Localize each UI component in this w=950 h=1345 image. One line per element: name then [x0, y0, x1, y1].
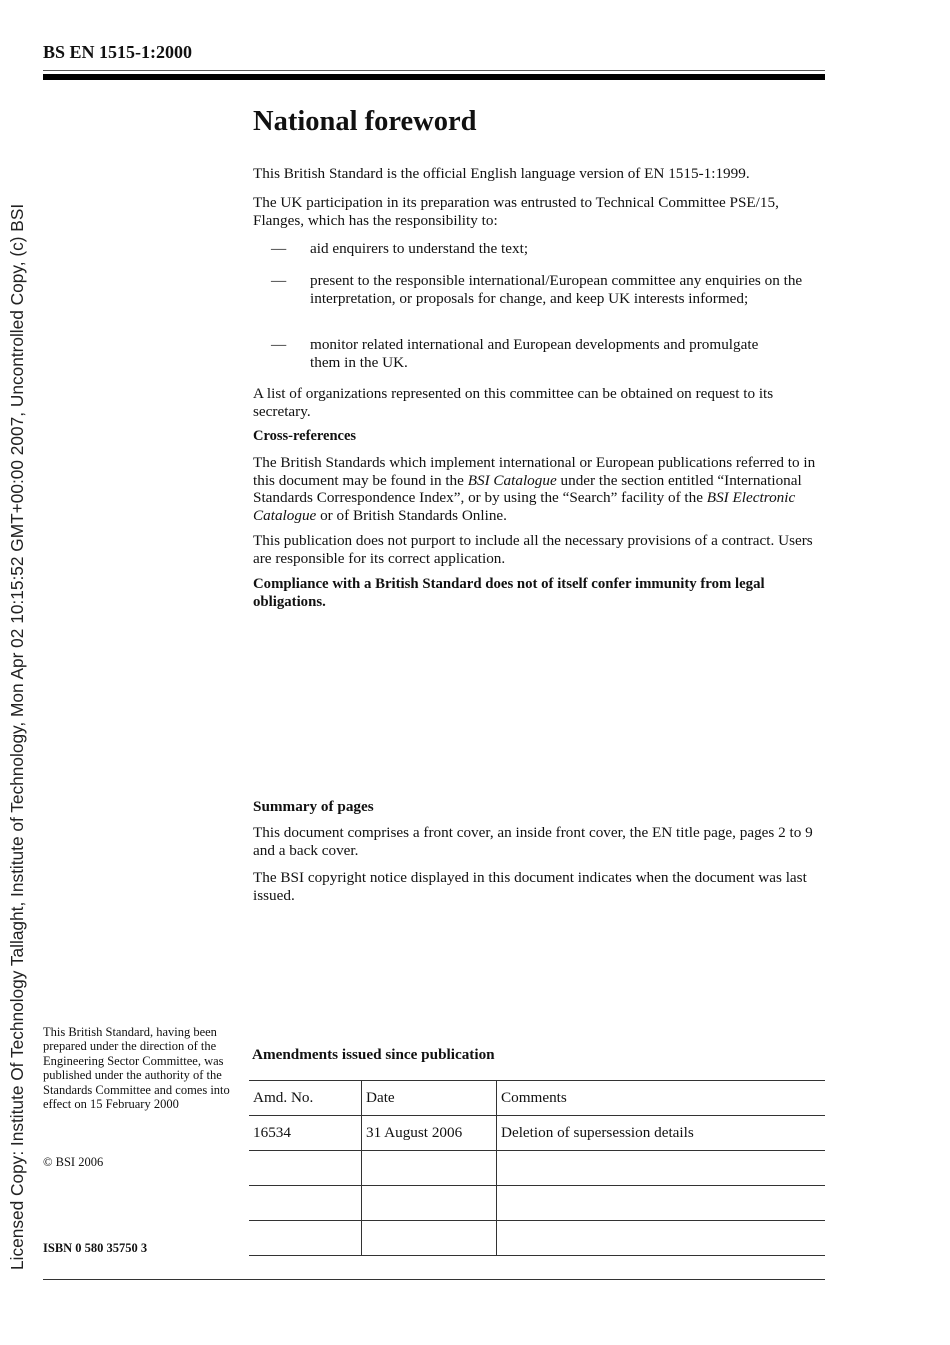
paragraph — [253, 454, 828, 524]
section-heading: Cross-references — [253, 428, 357, 444]
cell: 31 August 2006 — [362, 1116, 497, 1151]
text: The British Standards which implement international or European publications referred to in this document may be found in the — [253, 454, 816, 489]
header-rule-thin — [43, 70, 825, 71]
document-number: BS EN 1515-1:2000 — [43, 42, 193, 62]
text: under the section entitled “International Standards Correspondence Index”, or by using the “Search” facility of the — [253, 471, 802, 506]
list-text: monitor related international and European developments and promulgate them in the UK. — [310, 336, 759, 371]
catalogue-title: BSI Catalogue — [467, 471, 557, 489]
column-header: Amd. No. — [249, 1081, 362, 1116]
text: or of British Standards Online. — [316, 506, 507, 524]
table-row — [249, 1186, 825, 1221]
paragraph: This publication does not purport to include all the necessary provisions of a contract. Users are responsible for its correct application. — [253, 532, 813, 567]
paragraph: This document comprises a front cover, an inside front cover, the EN title page, pages 2 to 9 and a back cover. — [253, 824, 813, 859]
dash: — — [271, 240, 287, 257]
cell: 16534 — [249, 1116, 362, 1151]
dash: — — [271, 336, 287, 353]
table-row — [249, 1151, 825, 1186]
list-text: present to the responsible international/European committee any enquiries on the interpretation, or proposals for change, and keep UK interests informed; — [310, 272, 803, 307]
amendments-heading: Amendments issued since publication — [252, 1046, 495, 1063]
dash: — — [271, 272, 287, 289]
cell — [249, 1186, 362, 1221]
cell: Deletion of supersession details — [497, 1116, 826, 1151]
table-row — [249, 1116, 825, 1151]
cell — [249, 1221, 362, 1256]
cell — [249, 1151, 362, 1186]
cell — [362, 1221, 497, 1256]
list-item — [253, 336, 828, 371]
column-header: Date — [362, 1081, 497, 1116]
paragraph: The BSI copyright notice displayed in this document indicates when the document was last issued. — [253, 869, 807, 904]
paragraph: This British Standard is the official English language version of EN 1515-1:1999. — [253, 165, 750, 182]
paragraph: The UK participation in its preparation was entrusted to Technical Committee PSE/15, Flanges, which has the responsibility to: — [253, 194, 779, 229]
list-text: aid enquirers to understand the text; — [310, 240, 529, 257]
amendments-table — [249, 1080, 825, 1256]
copyright: © BSI 2006 — [43, 1155, 104, 1169]
publication-note: This British Standard, having been prepared under the direction of the Engineering Sector Committee, was published under the authority of the Standards Committee and comes into effect on 15 February 2000 — [43, 1025, 230, 1112]
footer-rule — [43, 1279, 825, 1280]
page-title: National foreword — [253, 106, 477, 137]
section-heading: Summary of pages — [253, 798, 374, 815]
header-rule-thick — [43, 74, 825, 80]
paragraph: Compliance with a British Standard does not of itself confer immunity from legal obligations. — [253, 576, 765, 610]
table-row — [249, 1221, 825, 1256]
cell — [497, 1151, 826, 1186]
cell — [497, 1186, 826, 1221]
catalogue-title: BSI Electronic Catalogue — [253, 489, 796, 524]
list-item — [253, 272, 828, 307]
list-item — [253, 240, 828, 258]
isbn: ISBN 0 580 35750 3 — [43, 1241, 148, 1255]
cell — [497, 1221, 826, 1256]
paragraph: A list of organizations represented on this committee can be obtained on request to its secretary. — [253, 385, 774, 420]
license-watermark: Licensed Copy: Institute Of Technology Tallaght, Institute of Technology, Mon Apr 02 10:15:52 GMT+00:00 2007, Uncontrolled Copy, (c) BSI — [7, 203, 27, 1270]
cell — [362, 1151, 497, 1186]
table-header-row — [249, 1081, 825, 1116]
cell — [362, 1186, 497, 1221]
column-header: Comments — [497, 1081, 826, 1116]
